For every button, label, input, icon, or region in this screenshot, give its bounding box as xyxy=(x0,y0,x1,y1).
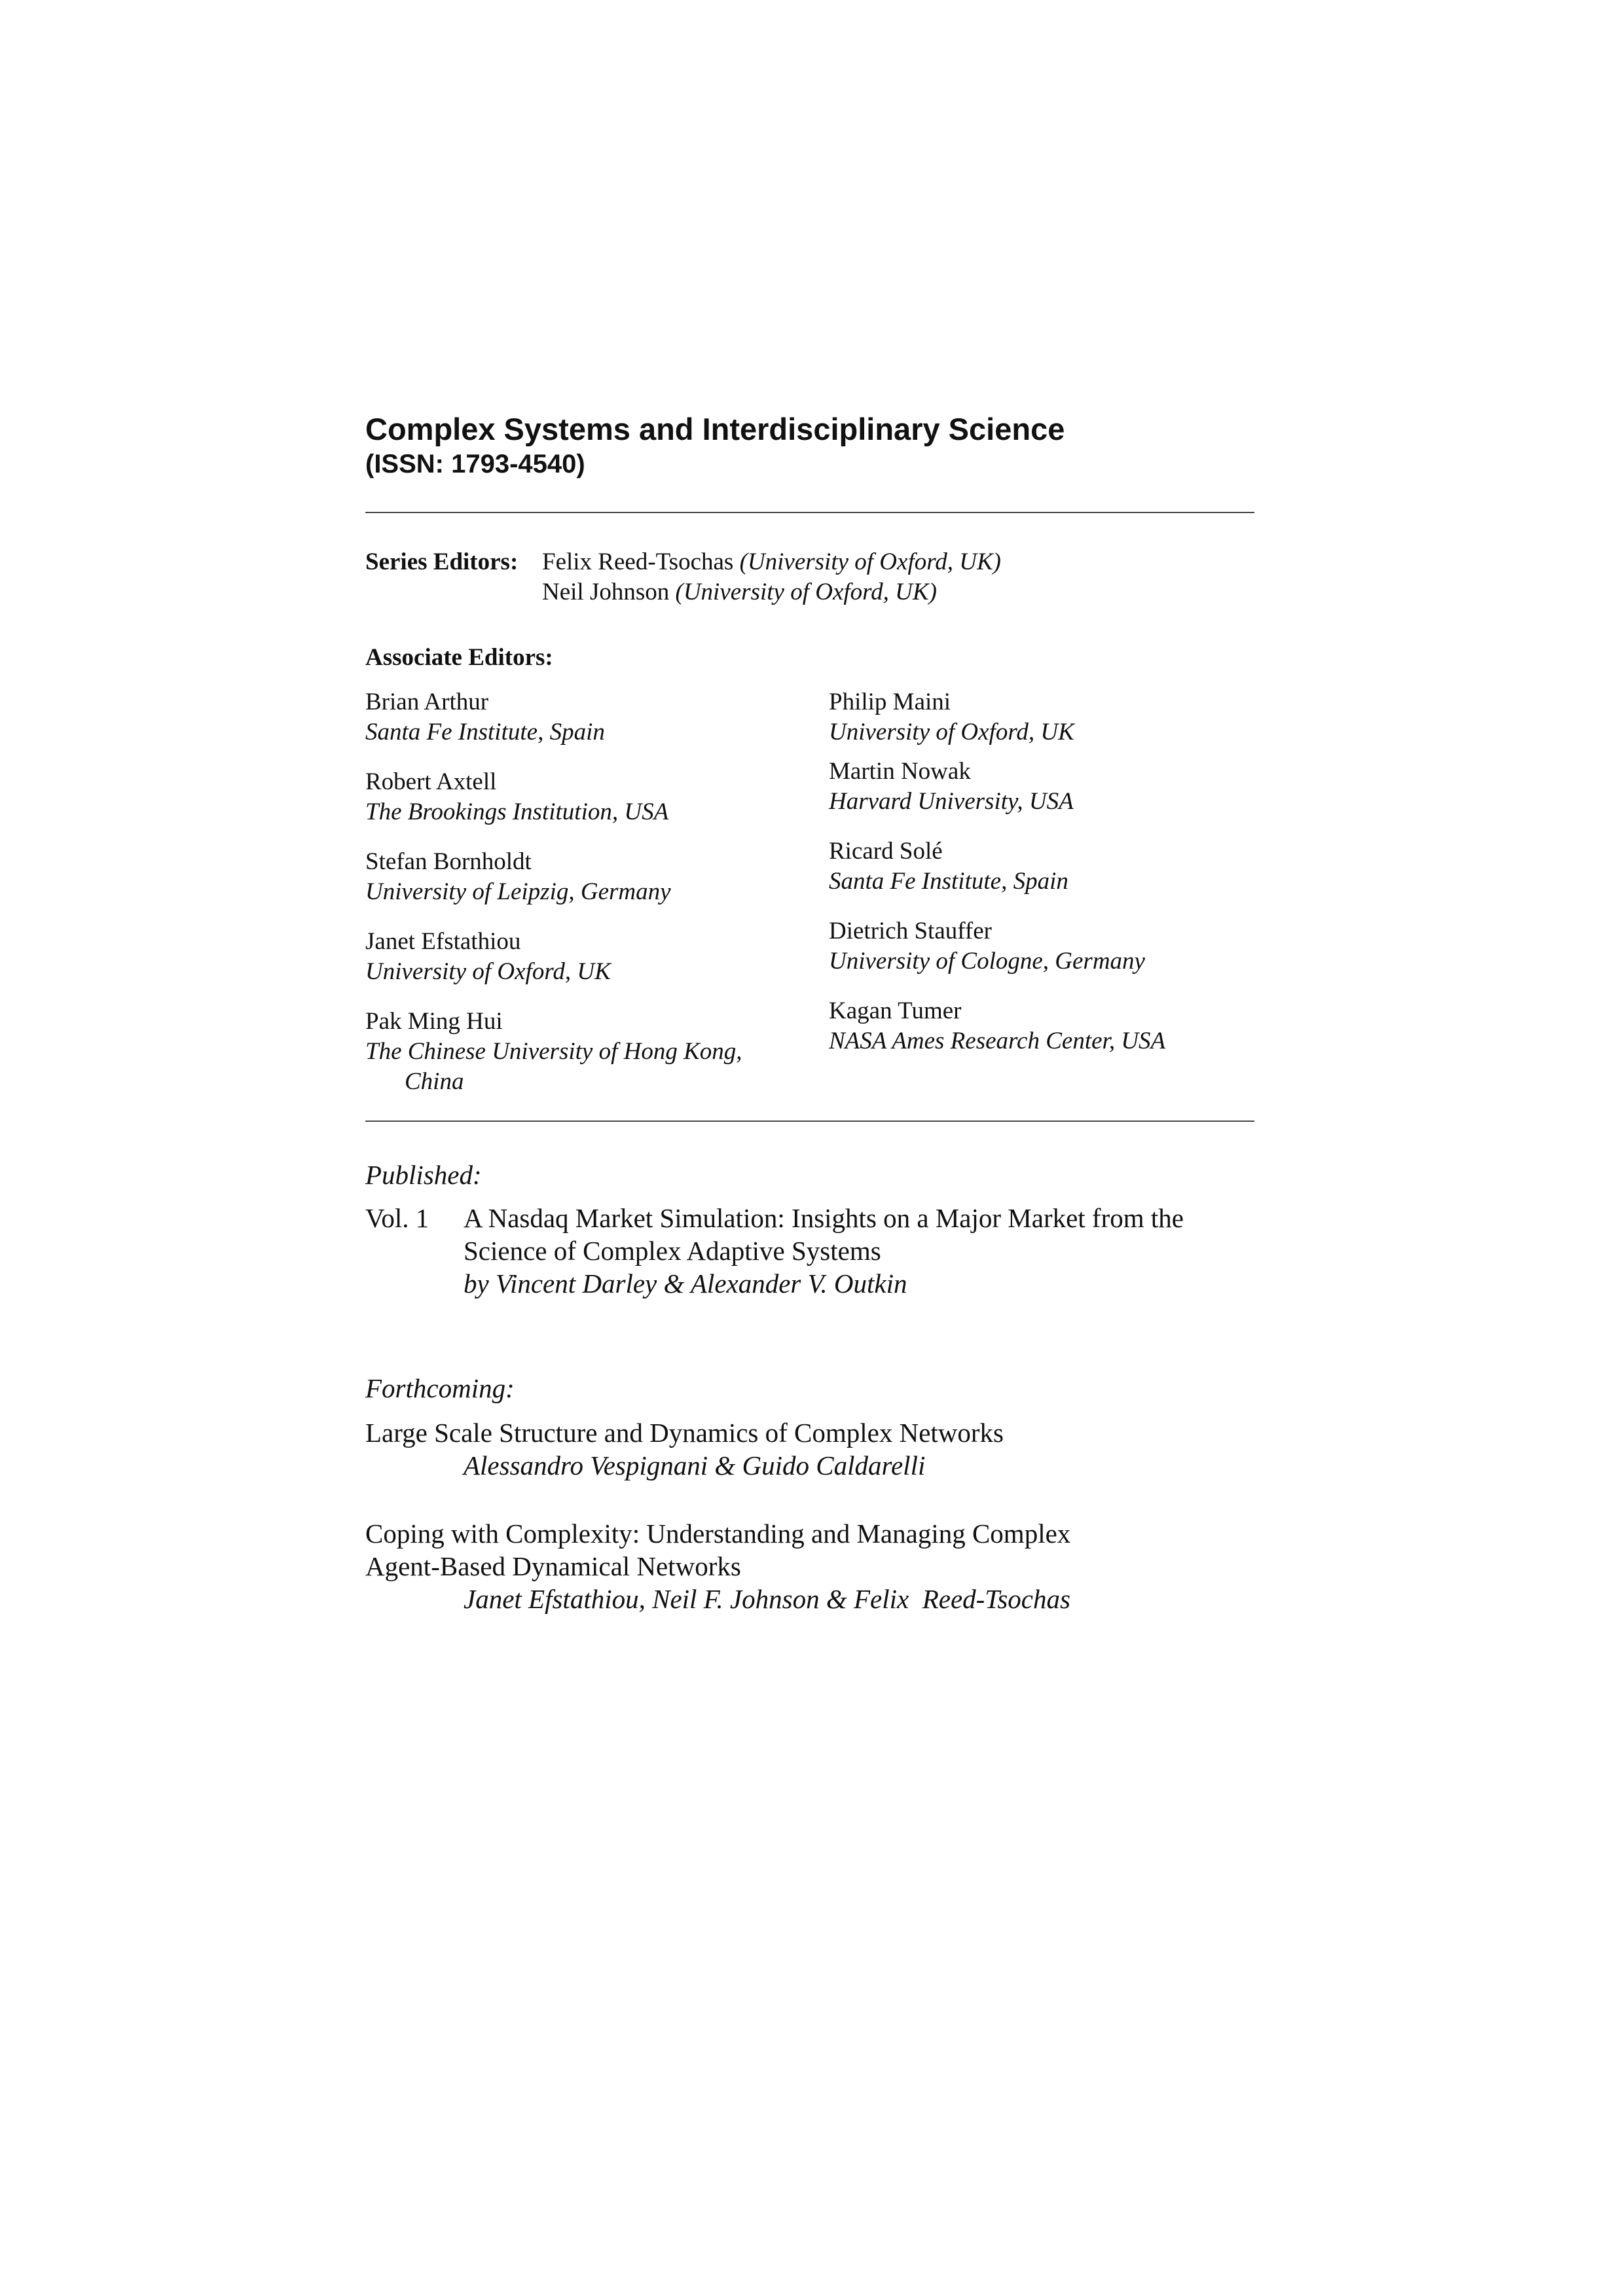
editor-name: Pak Ming Hui xyxy=(365,1008,503,1035)
associate-editor-left-5 xyxy=(365,1007,742,1097)
series-issn: (ISSN: 1793-4540) xyxy=(365,450,585,478)
editor-affiliation: University of Leipzig, Germany xyxy=(365,878,671,905)
series-title: Complex Systems and Interdisciplinary Science xyxy=(365,412,1065,446)
editor-name: Philip Maini xyxy=(829,689,951,715)
editor-affiliation: Santa Fe Institute, Spain xyxy=(365,719,605,745)
series-editors-label: Series Editors: xyxy=(365,548,519,575)
editor-name: Kagan Tumer xyxy=(829,997,962,1024)
published-authors: by Vincent Darley & Alexander V. Outkin xyxy=(464,1268,907,1299)
published-heading: Published: xyxy=(365,1160,482,1190)
published-vol: Vol. 1 xyxy=(365,1203,429,1233)
series-editor-1-affiliation: (University of Oxford, UK) xyxy=(739,548,1001,575)
associate-editors-label: Associate Editors: xyxy=(365,644,553,671)
editor-affiliation: University of Cologne, Germany xyxy=(829,948,1145,975)
editor-name: Brian Arthur xyxy=(365,689,489,715)
series-editor-2-name: Neil Johnson xyxy=(542,579,670,605)
forthcoming-2-authors: Janet Efstathiou, Neil F. Johnson & Felix Reed-Tsochas xyxy=(464,1584,1070,1614)
editor-name: Ricard Solé xyxy=(829,838,943,865)
associate-editor-left-1 xyxy=(365,687,605,747)
bottom-divider xyxy=(365,1121,1254,1122)
associate-editor-right-4 xyxy=(829,916,1145,977)
forthcoming-2-title-line-2: Agent-Based Dynamical Networks xyxy=(365,1551,741,1581)
editor-affiliation: University of Oxford, UK xyxy=(365,958,611,985)
forthcoming-1-authors: Alessandro Vespignani & Guido Caldarelli xyxy=(464,1450,926,1480)
series-editor-2 xyxy=(542,577,937,607)
associate-editor-left-4 xyxy=(365,927,611,987)
forthcoming-heading: Forthcoming: xyxy=(365,1373,515,1403)
associate-editor-left-3 xyxy=(365,847,671,907)
editor-affiliation: University of Oxford, UK xyxy=(829,719,1074,745)
published-title-line-1: A Nasdaq Market Simulation: Insights on a Major Market from the xyxy=(464,1203,1184,1233)
associate-editor-right-3 xyxy=(829,836,1068,897)
published-title-line-2: Science of Complex Adaptive Systems xyxy=(464,1236,881,1266)
editor-affiliation: Santa Fe Institute, Spain xyxy=(829,868,1068,895)
editor-affiliation: The Chinese University of Hong Kong, xyxy=(365,1038,742,1065)
series-editor-1 xyxy=(542,547,1001,577)
editor-affiliation: NASA Ames Research Center, USA xyxy=(829,1028,1166,1054)
editor-affiliation: Harvard University, USA xyxy=(829,788,1074,815)
editor-name: Martin Nowak xyxy=(829,758,971,785)
associate-editor-left-2 xyxy=(365,767,668,827)
associate-editor-right-2 xyxy=(829,757,1074,817)
editor-name: Janet Efstathiou xyxy=(365,928,521,955)
top-divider xyxy=(365,512,1254,513)
editor-name: Stefan Bornholdt xyxy=(365,848,532,875)
editor-name: Dietrich Stauffer xyxy=(829,918,992,944)
forthcoming-2-title-line-1: Coping with Complexity: Understanding and Managing Complex xyxy=(365,1518,1071,1549)
editor-name: Robert Axtell xyxy=(365,768,497,795)
series-editor-1-name: Felix Reed-Tsochas xyxy=(542,548,734,575)
associate-editor-right-5 xyxy=(829,996,1165,1056)
editor-affiliation-continued: China xyxy=(405,1068,464,1095)
editor-affiliation: The Brookings Institution, USA xyxy=(365,798,669,825)
series-editor-2-affiliation: (University of Oxford, UK) xyxy=(675,579,937,605)
forthcoming-1-title: Large Scale Structure and Dynamics of Complex Networks xyxy=(365,1418,1004,1448)
associate-editor-right-1 xyxy=(829,687,1074,747)
